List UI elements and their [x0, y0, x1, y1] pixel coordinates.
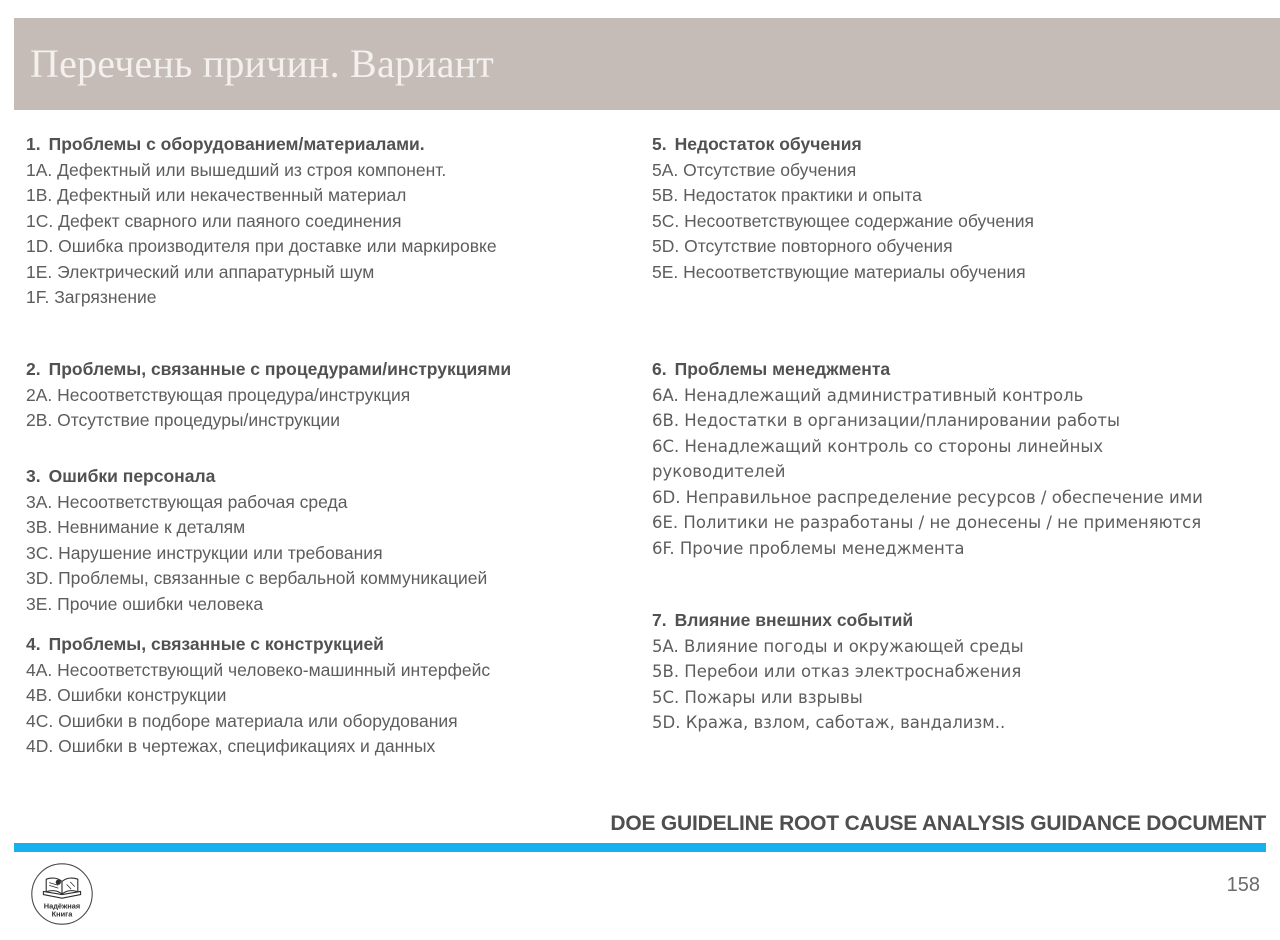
cause-item: 3A. Несоответствующая рабочая среда — [26, 491, 348, 512]
cause-item: 2B. Отсутствие процедуры/инструкции — [26, 410, 341, 430]
cause-section-heading — [26, 464, 622, 490]
cause-item: 1D. Ошибка производителя при доставке или маркировке — [26, 236, 497, 256]
cause-section-number: 6. — [652, 359, 667, 379]
cause-item: 5C. Несоответствующее содержание обучения — [652, 210, 1034, 231]
cause-section-heading — [652, 132, 1212, 158]
cause-section-number: 1. — [26, 134, 41, 154]
cause-section-title: Проблемы, связанные с конструкцией — [48, 634, 384, 654]
cause-section-number: 5. — [652, 134, 667, 154]
cause-section-title: Ошибки персонала — [48, 466, 216, 486]
cause-item: 6B. Недостатки в организации/планировании работы — [652, 411, 1120, 430]
cause-section — [26, 357, 622, 434]
cause-item: 3E. Прочие ошибки человека — [26, 593, 264, 614]
cause-item: 6C. Ненадлежащий контроль со стороны линейных руководителей — [652, 436, 1104, 481]
cause-item: 5D. Кража, взлом, саботаж, вандализм.. — [652, 713, 1006, 732]
cause-section-number: 3. — [26, 466, 41, 486]
footer-source-title: DOE GUIDELINE ROOT CAUSE ANALYSIS GUIDANCE DOCUMENT — [610, 812, 1266, 835]
cause-section-title: Проблемы, связанные с процедурами/инструкциями — [48, 359, 512, 379]
cause-item: 6A. Ненадлежащий административный контроль — [652, 385, 1084, 405]
cause-item: 1A. Дефектный или вышедший из строя компонент. — [26, 159, 447, 180]
page-title: Перечень причин. Вариант — [30, 41, 494, 86]
cause-section — [26, 632, 622, 760]
cause-item: 1F. Загрязнение — [26, 287, 157, 307]
slide-title-bar — [14, 18, 1280, 110]
cause-section-title: Проблемы менеджмента — [674, 359, 891, 379]
cause-item: 6E. Политики не разработаны / не донесены / не применяются — [652, 513, 1202, 532]
cause-item: 5B. Недостаток практики и опыта — [652, 185, 922, 205]
cause-item: 3D. Проблемы, связанные с вербальной коммуникацией — [26, 568, 488, 588]
cause-item: 4C. Ошибки в подборе материала или оборудования — [26, 710, 458, 731]
cause-section-number: 7. — [652, 610, 667, 630]
cause-item: 3C. Нарушение инструкции или требования — [26, 542, 383, 563]
cause-section-heading — [652, 357, 1212, 383]
cause-section-heading — [26, 132, 622, 158]
cause-item: 1E. Электрический или аппаратурный шум — [26, 261, 375, 282]
cause-item: 5B. Перебои или отказ электроснабжения — [652, 662, 1022, 681]
cause-item: 5A. Влияние погоды и окружающей среды — [652, 636, 1024, 656]
cause-item: 5E. Несоответствующие материалы обучения — [652, 261, 1026, 282]
cause-item: 6F. Прочие проблемы менеджмента — [652, 538, 965, 558]
cause-item: 4D. Ошибки в чертежах, спецификациях и данных — [26, 736, 436, 756]
cause-item: 1B. Дефектный или некачественный материал — [26, 185, 407, 205]
cause-section-heading — [652, 608, 1212, 634]
page-number: 158 — [1226, 874, 1260, 896]
cause-item: 3B. Невнимание к деталям — [26, 517, 246, 537]
cause-section-title: Проблемы с оборудованием/материалами. — [48, 134, 425, 154]
footer-accent-rule — [14, 843, 1266, 852]
cause-section — [652, 357, 1212, 561]
cause-section-number: 2. — [26, 359, 41, 379]
cause-item: 5D. Отсутствие повторного обучения — [652, 236, 953, 256]
cause-section — [26, 132, 622, 311]
cause-item: 4A. Несоответствующий человеко-машинный интерфейс — [26, 659, 491, 680]
cause-item: 2A. Несоответствующая процедура/инструкция — [26, 384, 411, 405]
cause-section-title: Недостаток обучения — [674, 134, 862, 154]
nadezhnaya-kniga-logo — [30, 862, 94, 926]
cause-section-heading — [26, 357, 622, 383]
cause-section-number: 4. — [26, 634, 41, 654]
cause-item: 6D. Неправильное распределение ресурсов / обеспечение ими — [652, 487, 1203, 507]
cause-section-title: Влияние внешних событий — [674, 610, 914, 630]
logo-line-2: Книга — [51, 909, 73, 919]
cause-section-heading — [26, 632, 622, 658]
cause-section — [652, 132, 1212, 285]
open-book-icon — [30, 862, 94, 926]
cause-item: 4B. Ошибки конструкции — [26, 685, 227, 705]
cause-item: 5A. Отсутствие обучения — [652, 159, 857, 180]
cause-section — [652, 608, 1212, 736]
logo-line-1: Надёжная — [43, 901, 81, 911]
cause-item: 5C. Пожары или взрывы — [652, 687, 863, 707]
cause-section — [26, 464, 622, 617]
cause-list-content — [0, 132, 1280, 792]
cause-item: 1C. Дефект сварного или паяного соединения — [26, 210, 402, 231]
